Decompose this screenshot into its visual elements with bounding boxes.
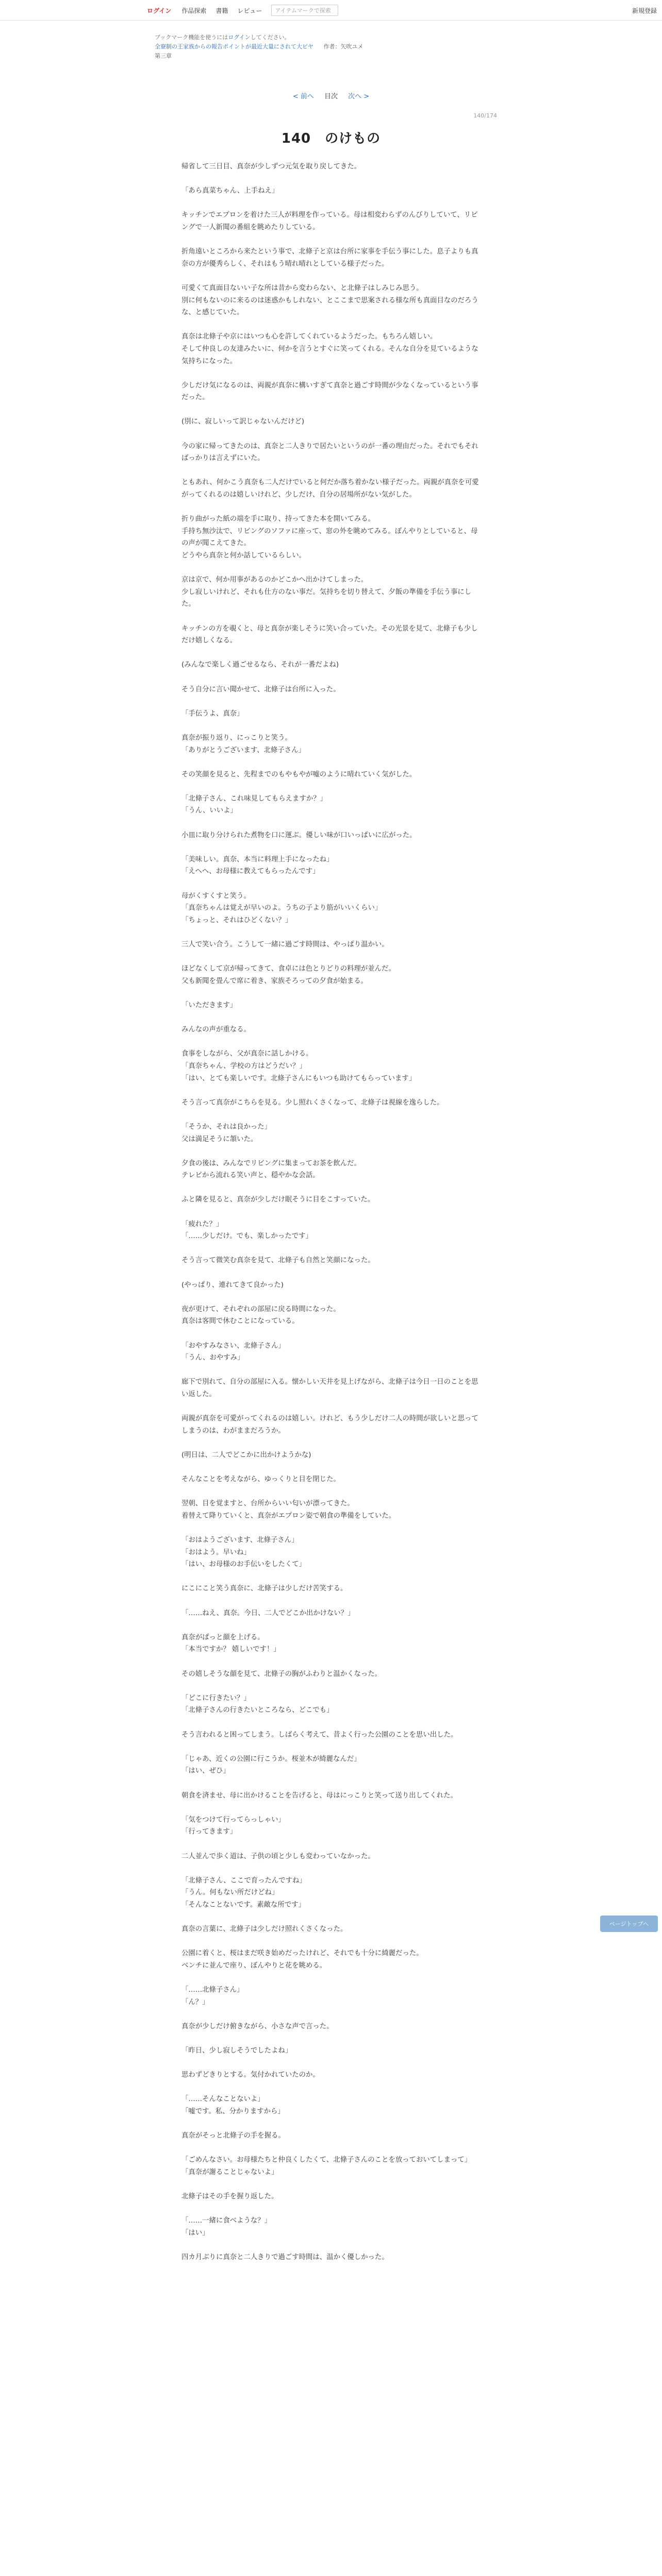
body-paragraph	[181, 173, 481, 185]
body-paragraph: 父は満足そうに頷いた。	[181, 1135, 258, 1143]
body-paragraph	[181, 1243, 481, 1255]
body-paragraph	[181, 1036, 481, 1048]
body-paragraph	[181, 1084, 481, 1097]
body-paragraph	[181, 1109, 481, 1121]
notice-pre: ブックマーク機能を使うには	[155, 34, 228, 41]
body-paragraph: 三人で笑い合う。こうして一緒に過ごす時間は、やっぱり温かい。	[181, 941, 389, 948]
body-paragraph	[181, 671, 481, 684]
body-paragraph	[181, 501, 481, 514]
body-paragraph: キッチンでエプロンを着けた三人が料理を作っている。母は相変わらずのんびりしていて、リビングで一人新聞の番組を眺めたりしている。	[181, 211, 478, 231]
body-paragraph: 「はい」	[181, 2229, 209, 2237]
notice-login-link[interactable]: ログイン	[228, 34, 251, 41]
body-paragraph	[181, 1182, 481, 1194]
body-paragraph: 「気をつけて行ってらっしゃい」	[181, 1816, 285, 1824]
body-paragraph	[181, 197, 481, 210]
body-paragraph: 「うん。何もない所だけどね」	[181, 1889, 279, 1897]
body-paragraph	[181, 1267, 481, 1279]
body-paragraph	[181, 611, 481, 623]
body-paragraph: 「はい、ぜひ」	[181, 1767, 230, 1775]
body-paragraph: 「そうか、それは良かった」	[181, 1123, 272, 1131]
body-paragraph: みんなの声が重なる。	[181, 1026, 251, 1034]
body-paragraph: 「北條子さんの行きたいところなら、どこでも」	[181, 1706, 334, 1715]
body-paragraph	[181, 1462, 481, 1474]
body-paragraph: どうやら真奈と何か話しているらしい。	[181, 552, 306, 560]
body-paragraph: 真奈は客間で休むことになっている。	[181, 1317, 299, 1326]
body-paragraph: 「うん、いいよ」	[181, 807, 237, 815]
body-paragraph: 「真奈ちゃんは覚えが早いのよ。うちの子より筋がいいくらい」	[181, 904, 382, 912]
body-paragraph: 「……一緒に食べような？」	[181, 2217, 272, 2225]
body-paragraph: 「本当ですか？ 嬉しいです！」	[181, 1646, 280, 1654]
search-input[interactable]	[271, 5, 338, 16]
body-paragraph: ふと隣を見ると、真奈が少しだけ眠そうに目をこすっていた。	[181, 1196, 375, 1204]
body-paragraph: 公園に着くと、桜はまだ咲き始めだったけれど、それでも十分に綺麗だった。	[181, 1950, 423, 1958]
body-paragraph	[181, 367, 481, 380]
body-paragraph: (別に、寂しいって訳じゃないんだけど)	[181, 418, 305, 426]
body-paragraph: (やっぱり、連れてきて良かった)	[181, 1281, 284, 1289]
body-paragraph	[181, 428, 481, 440]
body-paragraph: 「おはよう。早いね」	[181, 1548, 251, 1556]
page-top-button[interactable]: ページトップへ	[600, 1916, 658, 1932]
bookmark-notice	[155, 33, 516, 42]
body-paragraph: 父も新聞を畳んで席に着き、家族そろっての夕食が始まる。	[181, 977, 368, 985]
work-meta	[155, 33, 516, 61]
body-paragraph	[181, 1680, 481, 1692]
body-paragraph: 真奈がそっと北條子の手を握る。	[181, 2132, 285, 2140]
body-paragraph	[181, 1838, 481, 1851]
body-paragraph	[181, 2142, 481, 2155]
body-paragraph	[181, 2081, 481, 2094]
body-paragraph	[181, 465, 481, 477]
body-paragraph: そして仲良しの友達みたいに、何かを言うとすぐに笑ってくれる。そんな自分を見ているような気持ちになった。	[181, 345, 478, 365]
chapter-title: 140 のけもの	[281, 131, 381, 146]
body-paragraph: 「うん、おやすみ」	[181, 1354, 244, 1362]
body-paragraph: 夕食の後は、みんなでリビングに集まってお茶を飲んだ。	[181, 1159, 361, 1167]
body-paragraph	[181, 1486, 481, 1498]
body-paragraph: 真奈の言葉に、北條子は少しだけ照れくさくなった。	[181, 1925, 347, 1934]
body-paragraph: 「真奈が謝ることじゃないよ」	[181, 2168, 278, 2176]
body-paragraph	[181, 234, 481, 246]
chapter-number: 140/174	[473, 112, 497, 119]
body-paragraph	[181, 562, 481, 574]
body-paragraph: 「ごめんなさい。お母様たちと仲良くしたくて、北條子さんのことを放っておいてしまって」	[181, 2156, 472, 2164]
body-paragraph: 「はい、とても楽しいです。北條子さんにもいつも助けてもらっています」	[181, 1074, 416, 1082]
body-paragraph	[181, 1741, 481, 1753]
body-paragraph	[181, 2032, 481, 2045]
body-paragraph: 両親が真奈を可愛がってくれるのは嬉しい。けれど、もう少しだけ二人の時間が欲しいと思ってしまうのは、わがままだろうか。	[181, 1415, 478, 1435]
body-paragraph	[181, 1802, 481, 1814]
body-paragraph	[181, 1777, 481, 1790]
body-paragraph	[181, 1012, 481, 1024]
body-paragraph: 夜が更けて、それぞれの部屋に戻る時間になった。	[181, 1305, 340, 1313]
body-paragraph: 真奈が少しだけ俯きながら、小さな声で言った。	[181, 2022, 334, 2030]
body-paragraph: 着替えて降りていくと、真奈がエプロン姿で朝食の準備をしていた。	[181, 1512, 396, 1520]
body-paragraph: 手持ち無沙汰で、リビングのソファに座って、窓の外を眺めてみる。ぼんやりとしていると、母の声が聞こえてきた。	[181, 527, 478, 548]
body-paragraph	[181, 1401, 481, 1413]
body-paragraph: 北條子はその手を握り返した。	[181, 2193, 278, 2201]
author-name[interactable]: 作者：矢吹ユメ	[323, 43, 363, 50]
body-paragraph: 帰省して三日目、真奈が少しずつ元気を取り戻してきた。	[181, 163, 361, 171]
body-paragraph	[181, 1437, 481, 1449]
body-paragraph: 「……北條子さん」	[181, 1986, 244, 1994]
body-paragraph	[181, 1145, 481, 1158]
body-paragraph: そう言われると困ってしまう。しばらく考えて、昔よく行った公園のことを思い出した。	[181, 1731, 458, 1739]
body-paragraph	[181, 1291, 481, 1303]
body-paragraph: 翌朝、目を覚ますと、台所からいい匂いが漂ってきた。	[181, 1500, 354, 1508]
nav-review[interactable]: レビュー	[237, 7, 262, 14]
body-paragraph: 「昨日、少し寂しそうでしたよね」	[181, 2047, 292, 2055]
body-paragraph: 「疲れた？」	[181, 1220, 223, 1228]
prev-link[interactable]: < 前へ	[292, 93, 314, 100]
novel-title-row	[155, 42, 516, 52]
body-paragraph: 折り曲がった紙の端を手に取り、持ってきた本を開いてみる。	[181, 515, 375, 523]
body-paragraph: 「……ねえ、真奈。今日、二人でどこか出かけない？」	[181, 1609, 355, 1617]
body-paragraph: 別に何もないのに来るのは迷惑かもしれない、とここまで思案される様な所も真面目なのだろうな、と感じていた。	[181, 296, 478, 317]
body-paragraph	[181, 2203, 481, 2215]
body-paragraph	[181, 319, 481, 331]
body-paragraph: 朝食を済ませ、母に出かけることを告げると、母はにっこりと笑って送り出してくれた。	[181, 1791, 457, 1800]
body-paragraph: そんなことを考えながら、ゆっくりと目を閉じた。	[181, 1476, 340, 1484]
body-paragraph	[181, 1619, 481, 1632]
body-paragraph: 「北條子さん、ここで育ったんですね」	[181, 1876, 306, 1885]
body-paragraph	[181, 987, 481, 999]
body-paragraph: 「真奈ちゃん、学校の方はどうだい？」	[181, 1062, 306, 1070]
body-paragraph: 真奈が振り返り、にっこりと笑う。	[181, 734, 292, 742]
body-paragraph: (みんなで楽しく過ごせるなら、それが一番だよね)	[181, 661, 339, 669]
body-paragraph	[181, 781, 481, 793]
body-paragraph	[181, 270, 481, 282]
body-paragraph: 「そんなことないです。素敵な所です」	[181, 1901, 305, 1909]
chapter-group-label: 第三章	[155, 53, 172, 59]
search-placeholder: アイテムマークで探索	[275, 7, 331, 14]
body-paragraph	[181, 2179, 481, 2191]
body-paragraph: 可愛くて真面目ないい子な所は昔から変わらない、と北條子はしみじみ思う。	[181, 284, 423, 292]
body-paragraph	[181, 720, 481, 732]
body-paragraph: 四カ月ぶりに真奈と二人きりで過ごす時間は、温かく優しかった。	[181, 2253, 389, 2262]
body-paragraph: そう言って微笑む真奈を見て、北條子も自然と笑顔になった。	[181, 1257, 375, 1265]
body-paragraph	[181, 1862, 481, 1875]
body-paragraph: 「……そんなことないよ」	[181, 2095, 264, 2104]
chapter-body	[181, 161, 481, 2264]
body-paragraph: 「手伝うよ、真奈」	[181, 709, 244, 718]
body-paragraph	[181, 926, 481, 939]
body-paragraph: 「……少しだけ。でも、楽しかったです」	[181, 1232, 312, 1241]
notice-post: してください。	[250, 34, 290, 41]
body-paragraph: 少し寂しいけれど、それも仕方のない事だ。気持ちを切り替えて、夕飯の準備を手伝う事にした。	[181, 588, 472, 608]
body-paragraph: 「嘘です。私、分かりますから」	[181, 2108, 285, 2115]
body-paragraph	[181, 2008, 481, 2021]
body-paragraph: 二人並んで歩く道は、子供の頃と少しも変わっていなかった。	[181, 1852, 375, 1860]
body-paragraph	[181, 1571, 481, 1583]
login-link[interactable]: ログイン	[147, 7, 172, 14]
body-paragraph: 「行ってきます」	[181, 1828, 237, 1836]
body-paragraph: その笑顔を見ると、先程までのもやもやが嘘のように晴れていく気がした。	[181, 770, 417, 778]
body-paragraph: 真奈がぱっと顔を上げる。	[181, 1633, 264, 1641]
body-paragraph	[181, 878, 481, 890]
body-paragraph: ほどなくして京が帰ってきて、食卓には色とりどりの料理が並んだ。	[181, 965, 395, 973]
novel-title-link[interactable]: 全寮制の王家族からの報告ポイントが最近大量にされて大ピヤ	[155, 43, 313, 50]
body-paragraph	[181, 756, 481, 769]
body-paragraph	[181, 1656, 481, 1668]
top-nav-bar	[0, 0, 662, 21]
body-paragraph	[181, 1328, 481, 1340]
body-paragraph: 小皿に取り分けられた煮物を口に運ぶ。優しい味が口いっぱいに広がった。	[181, 831, 417, 839]
body-paragraph: そう自分に言い聞かせて、北條子は台所に入った。	[181, 685, 340, 693]
nav-works[interactable]: 作品探索	[181, 7, 207, 14]
body-paragraph	[181, 951, 481, 963]
body-paragraph: 「はい、お母様のお手伝いをしたくて」	[181, 1561, 306, 1569]
body-paragraph: 折角遠いところから来たという事で、北條子と京は台所に家事を手伝う事にした。息子よりも真奈の方が優秀らしく、それはもう晴れ晴れとしている様子だった。	[181, 248, 478, 268]
body-paragraph: 「ちょっと、それはひどくない？」	[181, 916, 292, 924]
body-paragraph: ともあれ、何かこう真奈も二人だけでいると何だか落ち着かない様子だった。両親が真奈を可愛がってくれるのは嬉しいけれど、少しだけ、自分の居場所がない気がした。	[181, 479, 479, 499]
body-paragraph	[181, 1595, 481, 1607]
top-nav-inner	[147, 0, 662, 21]
pager-top	[0, 91, 662, 100]
body-paragraph	[181, 1936, 481, 1948]
body-paragraph	[181, 841, 481, 854]
body-paragraph: そう言って真奈がこちらを見る。少し照れくさくなって、北條子は視線を逸らした。	[181, 1098, 444, 1107]
body-paragraph: (明日は、二人でどこかに出かけようかな)	[181, 1451, 311, 1459]
body-paragraph	[181, 1972, 481, 1984]
body-paragraph: 「いただきます」	[181, 1001, 237, 1009]
body-paragraph	[181, 696, 481, 708]
body-paragraph: 「ありがとうございます、北條子さん」	[181, 746, 305, 754]
body-paragraph: 「どこに行きたい？」	[181, 1694, 251, 1702]
body-paragraph: キッチンの方を覗くと、母と真奈が楽しそうに笑い合っていた。その光景を見て、北條子も少しだけ嬉しくなる。	[181, 624, 478, 645]
body-paragraph: 京は京で、何か用事があるのかどこかへ出かけてしまった。	[181, 576, 368, 584]
body-paragraph	[181, 2057, 481, 2070]
body-paragraph: ベンチに並んで座り、ぼんやりと花を眺める。	[181, 1961, 327, 1970]
toc-link[interactable]: 目次	[324, 93, 338, 100]
body-paragraph	[181, 1522, 481, 1535]
body-paragraph	[181, 404, 481, 416]
body-paragraph	[181, 1717, 481, 1729]
body-paragraph: 「ん？」	[181, 1998, 209, 2006]
body-paragraph: その嬉しそうな顔を見て、北條子の胸がふわりと温かくなった。	[181, 1670, 382, 1678]
register-link[interactable]: 新規登録	[632, 7, 657, 14]
body-paragraph: 食事をしながら、父が真奈に話しかける。	[181, 1050, 313, 1058]
body-paragraph	[181, 1364, 481, 1377]
body-paragraph	[181, 2240, 481, 2252]
body-paragraph: 今の家に帰ってきたのは、真奈と二人きりで居たいというのが一番の理由だった。それでもそればっかりは言えずにいた。	[181, 442, 478, 463]
body-paragraph: 思わずどきりとする。気付かれていたのか。	[181, 2071, 320, 2079]
body-paragraph: テレビから流れる笑い声と、穏やかな会話。	[181, 1172, 320, 1180]
body-paragraph: 「おはようございます、北條子さん」	[181, 1536, 299, 1545]
body-paragraph	[181, 1911, 481, 1924]
body-paragraph: 「えへへ、お母様に教えてもらったんです」	[181, 868, 320, 876]
body-paragraph: 母がくすくすと笑う。	[181, 892, 251, 900]
body-paragraph: 「じゃあ、近くの公園に行こうか。桜並木が綺麗なんだ」	[181, 1755, 361, 1763]
body-paragraph	[181, 1206, 481, 1218]
body-paragraph: にこにこと笑う真奈に、北條子は少しだけ苦笑する。	[181, 1585, 347, 1593]
nav-ranking[interactable]: 書籍	[216, 7, 228, 14]
body-paragraph: 「あら真菜ちゃん、上手ねえ」	[181, 187, 279, 195]
body-paragraph: 少しだけ気になるのは、両親が真奈に構いすぎて真奈と過ごす時間が少なくなっているという事だった。	[181, 381, 478, 402]
body-paragraph	[181, 2118, 481, 2130]
body-paragraph: 廊下で別れて、自分の部屋に入る。懐かしい天井を見上げながら、北條子は今日一日のことを思い返した。	[181, 1378, 478, 1398]
next-link[interactable]: 次へ >	[348, 93, 370, 100]
body-paragraph	[181, 647, 481, 659]
body-paragraph: 「おやすみなさい、北條子さん」	[181, 1342, 285, 1350]
body-paragraph: 「北條子さん、これ味見してもらえますか？」	[181, 794, 327, 803]
body-paragraph: 「美味しい。真奈、本当に料理上手になったね」	[181, 855, 334, 863]
body-paragraph	[181, 817, 481, 829]
body-paragraph: 真奈は北條子や京にはいつも心を許してくれているようだった。もちろん嬉しい。	[181, 333, 437, 341]
